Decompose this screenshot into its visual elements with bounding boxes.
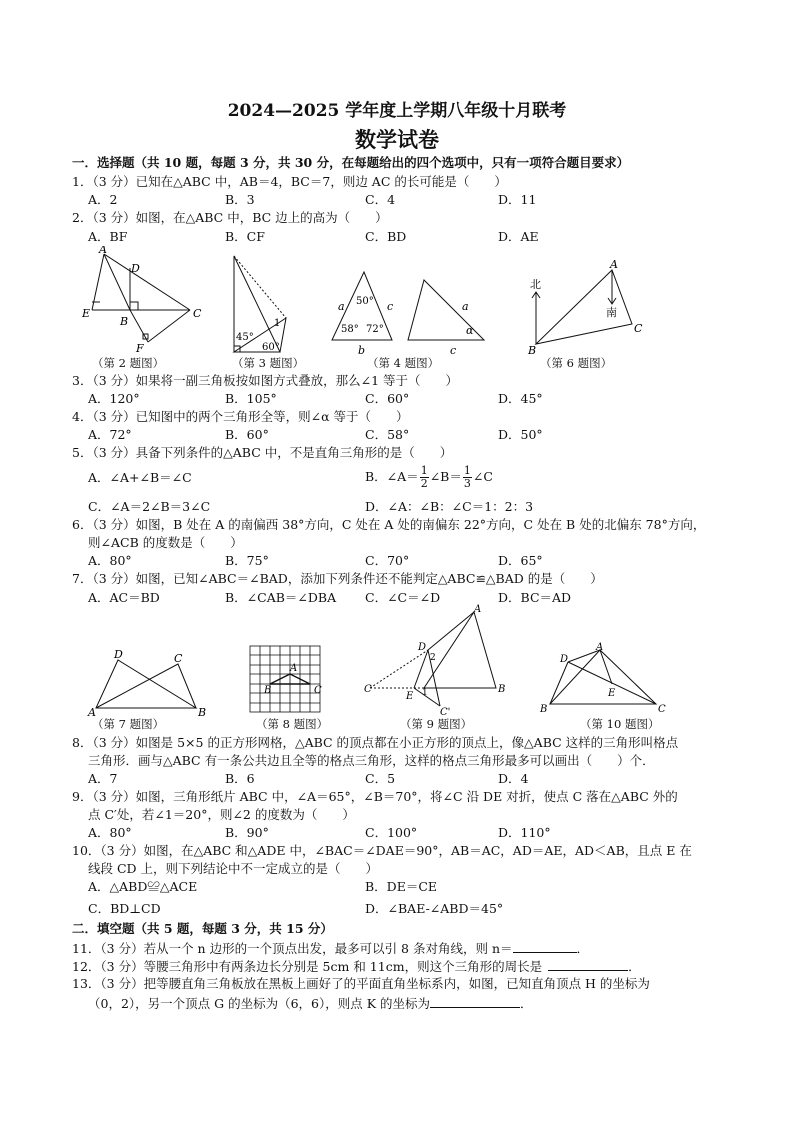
question-3-stem: 3．（3 分）如果将一副三角板按如图方式叠放，那么∠1 等于（ ） [72, 373, 459, 388]
question-10-option-a: A．△ABD≌△ACE [88, 879, 198, 894]
f8-label-b: B [264, 685, 272, 696]
f7-label-c: C [174, 652, 183, 665]
f7-label-d: D [114, 648, 123, 661]
question-6-line1: 6．（3 分）如图，B 处在 A 的南偏西 38°方向，C 处在 A 处的南偏东 22°方向，C 处在 B 处的北偏东 78°方向， [72, 517, 706, 532]
question-4-option-d: D．50° [498, 427, 543, 442]
question-6-option-b: B．75° [225, 553, 269, 568]
question-7-option-d: D．BC＝AD [498, 590, 572, 605]
question-5-option-b [365, 462, 493, 492]
question-8-option-b: B．6 [225, 771, 255, 786]
f2-label-f: F [136, 342, 144, 355]
question-1-stem: 1．（3 分）已知在△ABC 中，AB＝4，BC＝7，则边 AC 的长可能是（ ） [72, 174, 507, 189]
question-13-end: ． [520, 996, 533, 1011]
f2-label-e: E [82, 307, 91, 320]
question-2-option-d: D．AE [498, 229, 539, 244]
f4-label-c2: c [450, 344, 457, 356]
caption-fig9: （第 9 题图） [400, 717, 473, 731]
question-8-option-d: D．4 [498, 771, 529, 786]
question-13-line1: 13．（3 分）把等腰直角三角板放在黑板上画好了的平面直角坐标系内，如图，已知直角顶点 H 的坐标为 [72, 976, 650, 991]
q5b-frac-half [420, 465, 429, 490]
question-3-option-a: A．120° [88, 391, 140, 406]
question-5-option-a: A．∠A+∠B＝∠C [88, 470, 192, 485]
f2-label-a: A [99, 246, 107, 256]
question-4-option-b: B．60° [225, 427, 269, 442]
figure-q7 [86, 648, 210, 718]
question-12-answer-blank[interactable] [548, 958, 628, 971]
q5b-frac-third [463, 465, 472, 490]
f7-label-a: A [88, 706, 96, 718]
caption-fig4: （第 4 题图） [367, 356, 440, 370]
question-4-stem: 4．（3 分）已知图中的两个三角形全等，则∠α 等于（ ） [72, 409, 409, 424]
question-6-option-a: A．80° [88, 553, 132, 568]
figure-q6 [522, 258, 652, 356]
f2-label-c: C [193, 307, 202, 320]
question-13-text: （0，2），另一个顶点 G 的坐标为（6，6），则点 K 的坐标为 [88, 996, 431, 1011]
f4-label-c: c [387, 300, 394, 313]
question-8-option-c: C．5 [365, 771, 396, 786]
caption-fig10: （第 10 题图） [580, 717, 660, 731]
q5b-frac1-num: 1 [420, 464, 428, 477]
f6-label-south: 南 [606, 306, 617, 319]
question-3-option-d: D．45° [498, 391, 543, 406]
section-heading-fill: 二．填空题（共 5 题，每题 3 分，共 15 分） [72, 921, 333, 936]
question-13-answer-blank[interactable] [430, 995, 520, 1008]
question-4-option-c: C．58° [365, 427, 410, 442]
f6-label-a: A [610, 258, 618, 271]
f10-label-c: C [658, 704, 666, 715]
question-3-option-c: C．60° [365, 391, 410, 406]
f7-label-b: B [198, 706, 207, 718]
figure-q4 [324, 268, 499, 356]
f4-label-72: 72° [366, 324, 384, 335]
question-9-line2: 点 C′处，若∠1＝20°，则∠2 的度数为（ ） [88, 807, 355, 822]
f6-label-c: C [634, 322, 643, 335]
question-4-option-a: A．72° [88, 427, 132, 442]
question-8-line1: 8．（3 分）如图是 5×5 的正方形网格，△ABC 的顶点都在小正方形的顶点上，像△ABC 这样的三角形叫格点 [72, 735, 679, 750]
f9-label-e: E [406, 691, 414, 702]
question-11-answer-blank[interactable] [513, 940, 577, 953]
f9-label-1: 1 [422, 688, 428, 698]
q5b-pre: B．∠A＝ [365, 469, 419, 484]
question-7-option-c: C．∠C＝∠D [365, 590, 441, 605]
f8-label-c: C [314, 685, 322, 696]
figure-q9 [362, 602, 522, 718]
f2-label-d: D [131, 262, 140, 275]
question-11-end: ． [576, 941, 590, 956]
f3-label-45: 45° [236, 332, 254, 343]
question-9-option-a: A．80° [88, 825, 132, 840]
question-5-option-d: D．∠A：∠B：∠C＝1：2：3 [365, 499, 534, 514]
question-7-stem: 7．（3 分）如图，已知∠ABC＝∠BAD，添加下列条件还不能判定△ABC≌△BAD 的是（ ） [72, 571, 603, 586]
question-2-option-a: A．BF [88, 229, 128, 244]
q5b-frac2-den: 3 [463, 477, 471, 490]
question-6-option-c: C．70° [365, 553, 410, 568]
f9-label-b: B [498, 684, 506, 695]
figure-q10 [538, 640, 678, 718]
question-1-option-d: D．11 [498, 192, 537, 207]
question-10-line2: 线段 CD 上，则下列结论中不一定成立的是（ ） [88, 861, 379, 876]
question-9-line1: 9．（3 分）如图，三角形纸片 ABC 中，∠A＝65°，∠B＝70°，将∠C 沿 DE 对折，使点 C 落在△ABC 外的 [72, 789, 678, 804]
caption-fig6: （第 6 题图） [540, 356, 613, 370]
caption-fig8: （第 8 题图） [256, 717, 329, 731]
question-1-option-b: B．3 [225, 192, 255, 207]
f10-label-a: A [596, 642, 604, 653]
question-13-line2 [88, 995, 533, 1012]
question-11-text: 11．（3 分）若从一个 n 边形的一个顶点出发，最多可以引 8 条对角线，则 n＝ [72, 941, 513, 956]
f6-label-b: B [528, 344, 537, 356]
figure-q8-grid [246, 644, 332, 716]
question-11 [72, 940, 589, 957]
question-9-option-d: D．110° [498, 825, 551, 840]
question-6-option-d: D．65° [498, 553, 543, 568]
f9-label-a: A [474, 604, 482, 615]
question-9-option-b: B．90° [225, 825, 269, 840]
question-12 [72, 958, 641, 975]
question-10-option-b: B．DE＝CE [365, 879, 438, 894]
exam-title: 2024—2025 学年度上学期八年级十月联考 [227, 101, 567, 121]
question-2-option-b: B．CF [225, 229, 265, 244]
caption-fig7: （第 7 题图） [92, 717, 165, 731]
f9-label-cprime: C' [440, 707, 451, 718]
section-heading-choice: 一．选择题（共 10 题，每题 3 分，共 30 分，在每题给出的四个选项中，只有一项符合题目要求） [72, 155, 630, 170]
f4-label-a: a [338, 300, 345, 313]
q5b-mid: ∠B＝ [429, 469, 462, 484]
f9-label-2: 2 [430, 653, 436, 663]
f3-label-1: 1 [274, 318, 281, 329]
f2-label-b: B [120, 315, 129, 328]
f4-label-50: 50° [356, 296, 374, 307]
question-5-stem: 5．（3 分）具备下列条件的△ABC 中，不是直角三角形的是（ ） [72, 445, 453, 460]
caption-fig3: （第 3 题图） [232, 356, 305, 370]
f10-label-e: E [608, 688, 616, 699]
question-5-option-c: C．∠A＝2∠B＝3∠C [88, 499, 211, 514]
question-1-option-a: A．2 [88, 192, 118, 207]
question-12-end: ． [628, 959, 641, 974]
question-1-option-c: C．4 [365, 192, 396, 207]
f4-label-a2: a [462, 300, 469, 313]
question-10-line1: 10．（3 分）如图，在△ABC 和△ADE 中，∠BAC＝∠DAE＝90°，AB＝AC，AD＝AE，AD＜AB，且点 E 在 [72, 843, 692, 858]
f4-label-alpha: α [466, 324, 474, 337]
caption-fig2: （第 2 题图） [92, 356, 165, 370]
question-7-option-a: A．AC＝BD [88, 590, 160, 605]
question-2-option-c: C．BD [365, 229, 407, 244]
q5b-post: ∠C [472, 469, 493, 484]
question-7-option-b: B．∠CAB＝∠DBA [225, 590, 337, 605]
question-6-line2: 则∠ACB 的度数是（ ） [88, 535, 243, 550]
f9-label-d: D [418, 642, 427, 653]
f8-label-a: A [290, 663, 298, 674]
f3-label-60: 60° [262, 342, 280, 353]
f10-label-d: D [560, 654, 569, 665]
question-10-option-c: C．BD⊥CD [88, 901, 161, 916]
q5b-frac1-den: 2 [420, 477, 428, 490]
question-3-option-b: B．105° [225, 391, 277, 406]
question-10-option-d: D．∠BAE-∠ABD＝45° [365, 901, 504, 916]
question-8-option-a: A．7 [88, 771, 118, 786]
question-2-stem: 2．（3 分）如图，在△ABC 中，BC 边上的高为（ ） [72, 210, 388, 225]
question-12-text: 12．（3 分）等腰三角形中有两条边长分别是 5cm 和 11cm，则这个三角形的周长是 [72, 959, 543, 974]
f9-label-c: C [364, 684, 372, 695]
f4-label-58: 58° [341, 324, 359, 335]
question-9-option-c: C．100° [365, 825, 418, 840]
exam-subtitle: 数学试卷 [355, 127, 439, 152]
q5b-frac2-num: 1 [463, 464, 471, 477]
figure-q3 [228, 252, 298, 356]
f6-label-north: 北 [530, 278, 541, 291]
figure-q2 [82, 246, 212, 356]
question-8-line2: 三角形．画与△ABC 有一条公共边且全等的格点三角形，这样的格点三角形最多可以画出（ ）个． [88, 753, 655, 768]
f10-label-b: B [540, 704, 548, 715]
f4-label-b: b [358, 344, 366, 356]
